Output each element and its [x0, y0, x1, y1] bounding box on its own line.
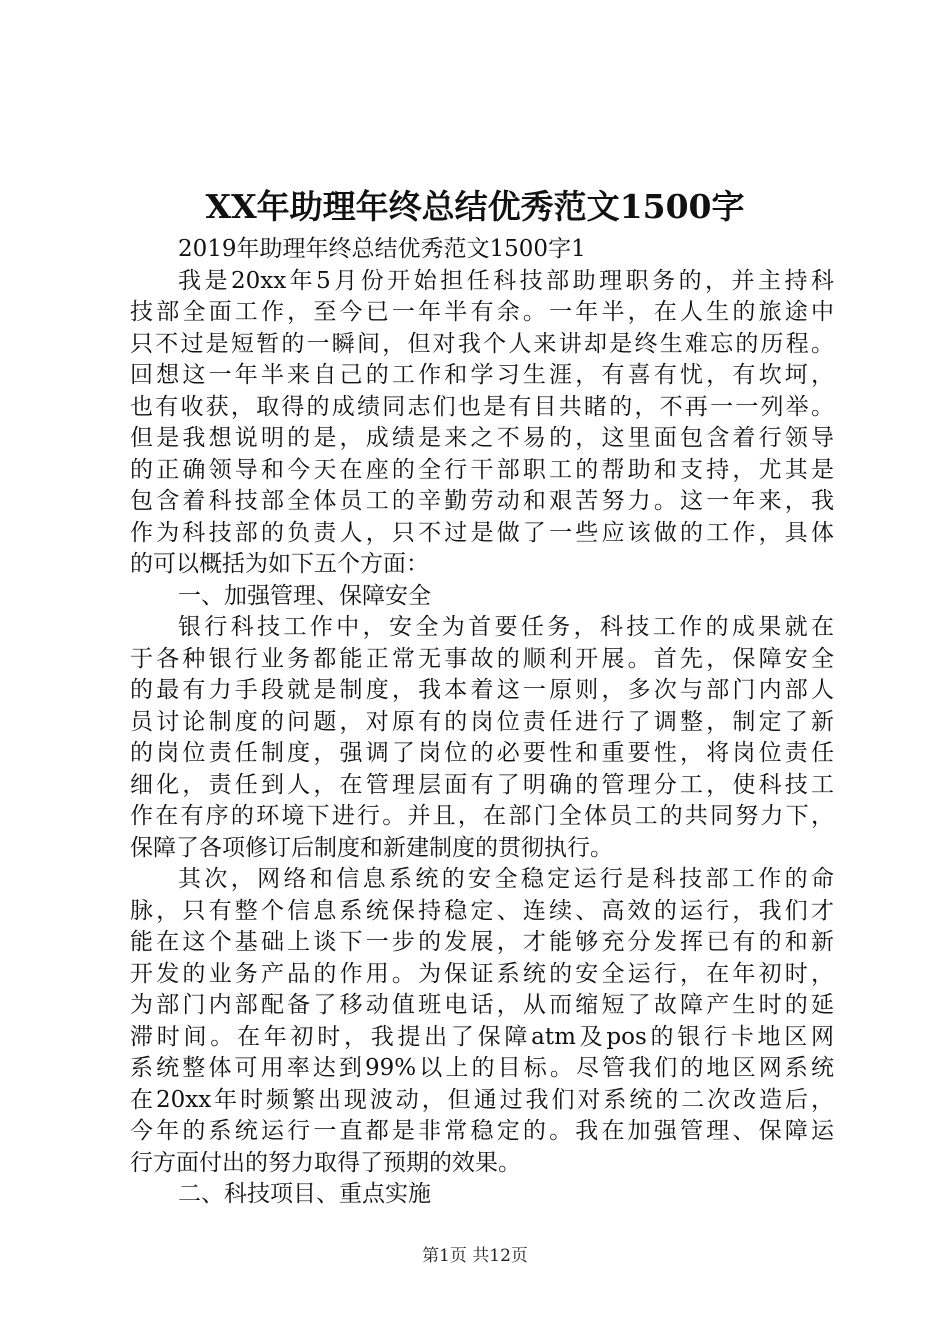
paragraph-line: 包含着科技部全体员工的辛勤劳动和艰苦努力。这一年来，我: [130, 488, 834, 514]
paragraph-line: 作为科技部的负责人，只不过是做了一些应该做的工作，具体: [130, 519, 834, 546]
paragraph-line: 的岗位责任制度，强调了岗位的必要性和重要性，将岗位责任: [130, 740, 834, 766]
paragraph-line: 细化，责任到人，在管理层面有了明确的管理分工，使科技工: [130, 771, 834, 798]
paragraph-line: 我是20xx年5月份开始担任科技部助理职务的，并主持科: [178, 267, 834, 294]
paragraph-line: 开发的业务产品的作用。为保证系统的安全运行，在年初时，: [130, 960, 834, 987]
paragraph-line: 其次，网络和信息系统的安全稳定运行是科技部工作的命: [178, 866, 834, 892]
section-heading-line: 2019年助理年终总结优秀范文1500字1: [178, 236, 586, 262]
paragraph-line: 技部全面工作，至今已一年半有余。一年半，在人生的旅途中: [130, 299, 834, 325]
paragraph-line: 系统整体可用率达到99%以上的目标。尽管我们的地区网系统: [130, 1055, 834, 1081]
paragraph-line: 保障了各项修订后制度和新建制度的贯彻执行。: [130, 834, 613, 861]
section-heading-line: 二、科技项目、重点实施: [178, 1181, 431, 1207]
document-body: [130, 234, 834, 1211]
document-title: XX年助理年终总结优秀范文1500字: [205, 187, 745, 226]
paragraph-line: 于各种银行业务都能正常无事故的顺利开展。首先，保障安全: [130, 645, 834, 672]
paragraph-line: 的可以概括为如下五个方面：: [130, 551, 429, 577]
page-footer: 第1页 共12页: [422, 1246, 528, 1266]
paragraph-line: 今年的系统运行一直都是非常稳定的。我在加强管理、保障运: [130, 1118, 834, 1144]
paragraph-line: 的正确领导和今天在座的全行干部职工的帮助和支持，尤其是: [130, 456, 834, 483]
paragraph-line: 在20xx年时频繁出现波动，但通过我们对系统的二次改造后，: [130, 1086, 834, 1113]
paragraph-line: 为部门内部配备了移动值班电话，从而缩短了故障产生时的延: [130, 992, 834, 1018]
paragraph-line: 的最有力手段就是制度，我本着这一原则，多次与部门内部人: [130, 677, 834, 703]
section-heading-line: 一、加强管理、保障安全: [178, 582, 431, 609]
paragraph-line: 滞时间。在年初时，我提出了保障atm及pos的银行卡地区网: [130, 1023, 834, 1050]
paragraph-line: 回想这一年半来自己的工作和学习生涯，有喜有忧，有坎坷，: [130, 362, 834, 388]
paragraph-line: 脉，只有整个信息系统保持稳定、连续、高效的运行，我们才: [130, 897, 834, 924]
paragraph-line: 行方面付出的努力取得了预期的效果。: [130, 1149, 521, 1176]
paragraph-line: 但是我想说明的是，成绩是来之不易的，这里面包含着行领导: [130, 425, 834, 451]
paragraph-line: 员讨论制度的问题，对原有的岗位责任进行了调整，制定了新: [130, 708, 834, 735]
paragraph-line: 只不过是短暂的一瞬间，但对我个人来讲却是终生难忘的历程。: [130, 330, 834, 357]
paragraph-line: 银行科技工作中，安全为首要任务，科技工作的成果就在: [178, 614, 834, 640]
paragraph-line: 也有收获，取得的成绩同志们也是有目共睹的，不再一一列举。: [130, 393, 834, 420]
paragraph-line: 作在有序的环境下进行。并且，在部门全体员工的共同努力下，: [130, 803, 834, 829]
paragraph-line: 能在这个基础上谈下一步的发展，才能够充分发挥已有的和新: [130, 929, 834, 955]
